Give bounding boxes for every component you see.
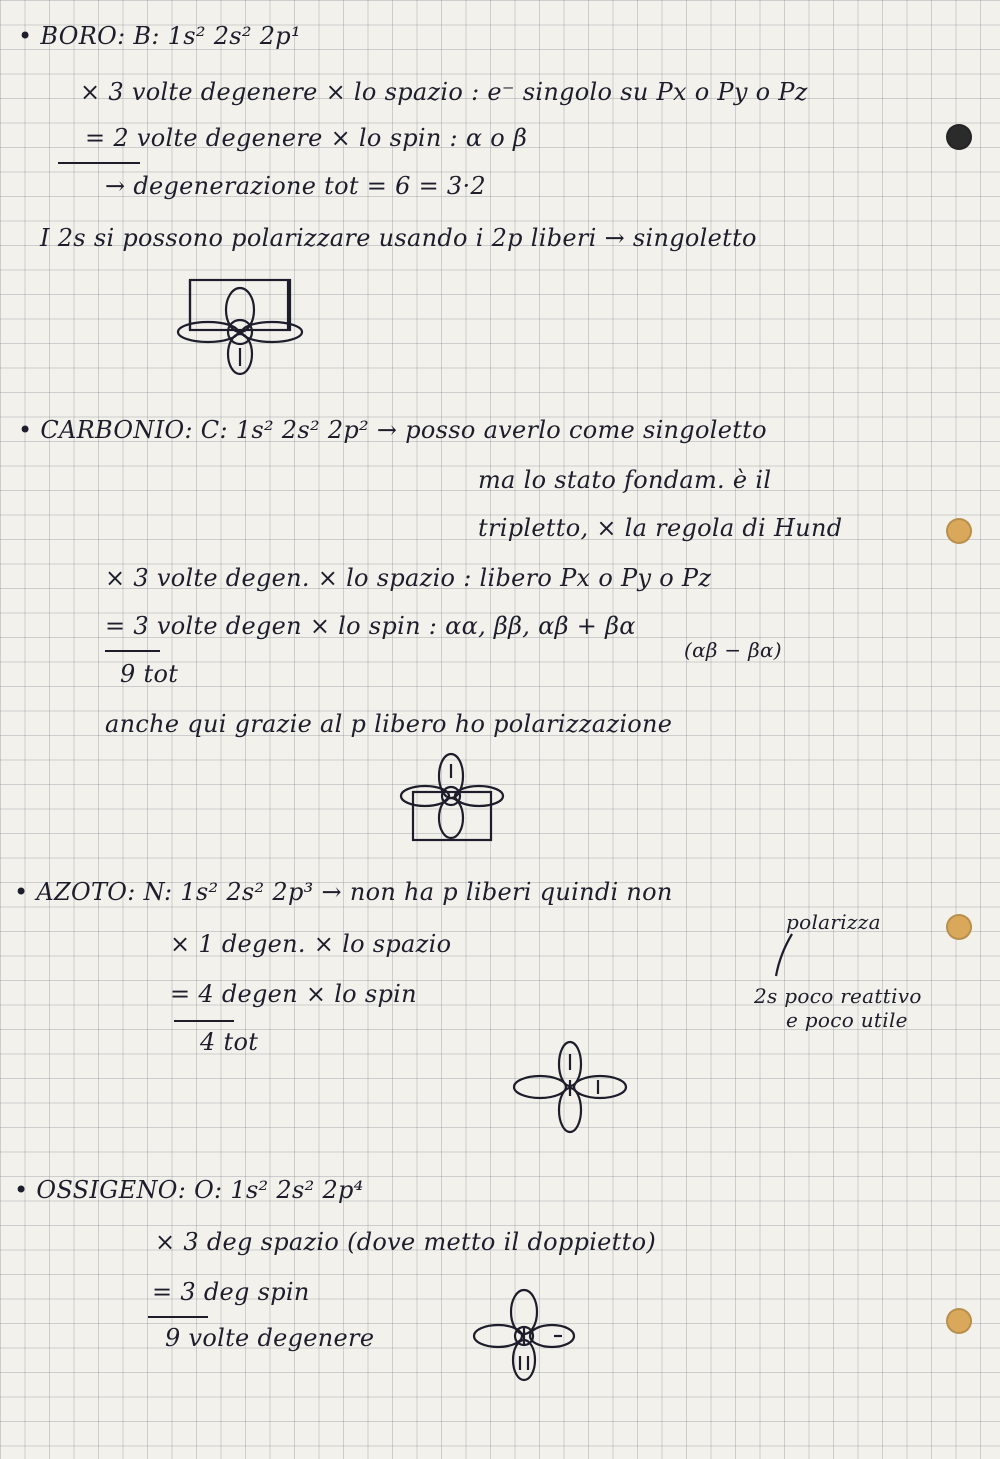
- carbonio-line-hund: tripletto, × la regola di Hund: [478, 514, 843, 542]
- boron-orbital-sketch: [170, 272, 310, 382]
- sum-rule: [105, 650, 160, 652]
- boro-line-polarization: I 2s si possono polarizzare usando i 2p liberi → singoletto: [40, 224, 757, 252]
- boro-line-spin: = 2 volte degenere × lo spin : α o β: [85, 124, 528, 152]
- carbonio-line-spin: = 3 volte degen × lo spin : αα, ββ, αβ + βα: [105, 612, 636, 640]
- carbonio-line-spazio: × 3 volte degen. × lo spazio : libero Px o Py o Pz: [105, 564, 712, 592]
- carbonio-line-spin-antisym: (αβ − βα): [684, 638, 782, 662]
- ossigeno-line-spin: = 3 deg spin: [152, 1278, 310, 1306]
- binder-hole: [946, 518, 972, 544]
- carbonio-title: • CARBONIO: C: 1s² 2s² 2p² → posso averlo come singoletto: [18, 416, 767, 444]
- sum-rule: [174, 1020, 234, 1022]
- ossigeno-line-spazio: × 3 deg spazio (dove metto il doppietto): [155, 1228, 656, 1256]
- oxygen-orbital-sketch: [472, 1288, 582, 1388]
- azoto-line-spin: = 4 degen × lo spin: [170, 980, 417, 1008]
- carbonio-line-total: 9 tot: [120, 660, 179, 688]
- binder-hole: [946, 1308, 972, 1334]
- sum-rule: [148, 1316, 208, 1318]
- ossigeno-line-total: 9 volte degenere: [165, 1324, 375, 1352]
- azoto-note-2s: 2s poco reattivo: [754, 984, 922, 1008]
- boro-line-spazio: × 3 volte degenere × lo spazio : e⁻ singolo su Px o Py o Pz: [80, 78, 808, 106]
- azoto-title: • AZOTO: N: 1s² 2s² 2p³ → non ha p liberi quindi non: [14, 878, 673, 906]
- azoto-line-spazio: × 1 degen. × lo spazio: [170, 930, 452, 958]
- ossigeno-title: • OSSIGENO: O: 1s² 2s² 2p⁴: [14, 1176, 364, 1204]
- nitrogen-orbital-sketch: [510, 1040, 630, 1140]
- binder-hole: [946, 914, 972, 940]
- binder-hole: [946, 124, 972, 150]
- azoto-note-utile: e poco utile: [786, 1008, 908, 1032]
- sum-rule: [58, 162, 140, 164]
- boro-line-total: → degenerazione tot = 6 = 3·2: [105, 172, 486, 200]
- boro-title: • BORO: B: 1s² 2s² 2p¹: [18, 22, 301, 50]
- azoto-line-total: 4 tot: [200, 1028, 259, 1056]
- carbon-orbital-sketch: [395, 750, 510, 845]
- carbonio-line-polarization: anche qui grazie al p libero ho polarizzazione: [105, 710, 673, 738]
- azoto-note-polarizza: polarizza: [786, 910, 881, 934]
- carbonio-line-ground: ma lo stato fondam. è il: [478, 466, 772, 494]
- note-arrow: [770, 930, 800, 980]
